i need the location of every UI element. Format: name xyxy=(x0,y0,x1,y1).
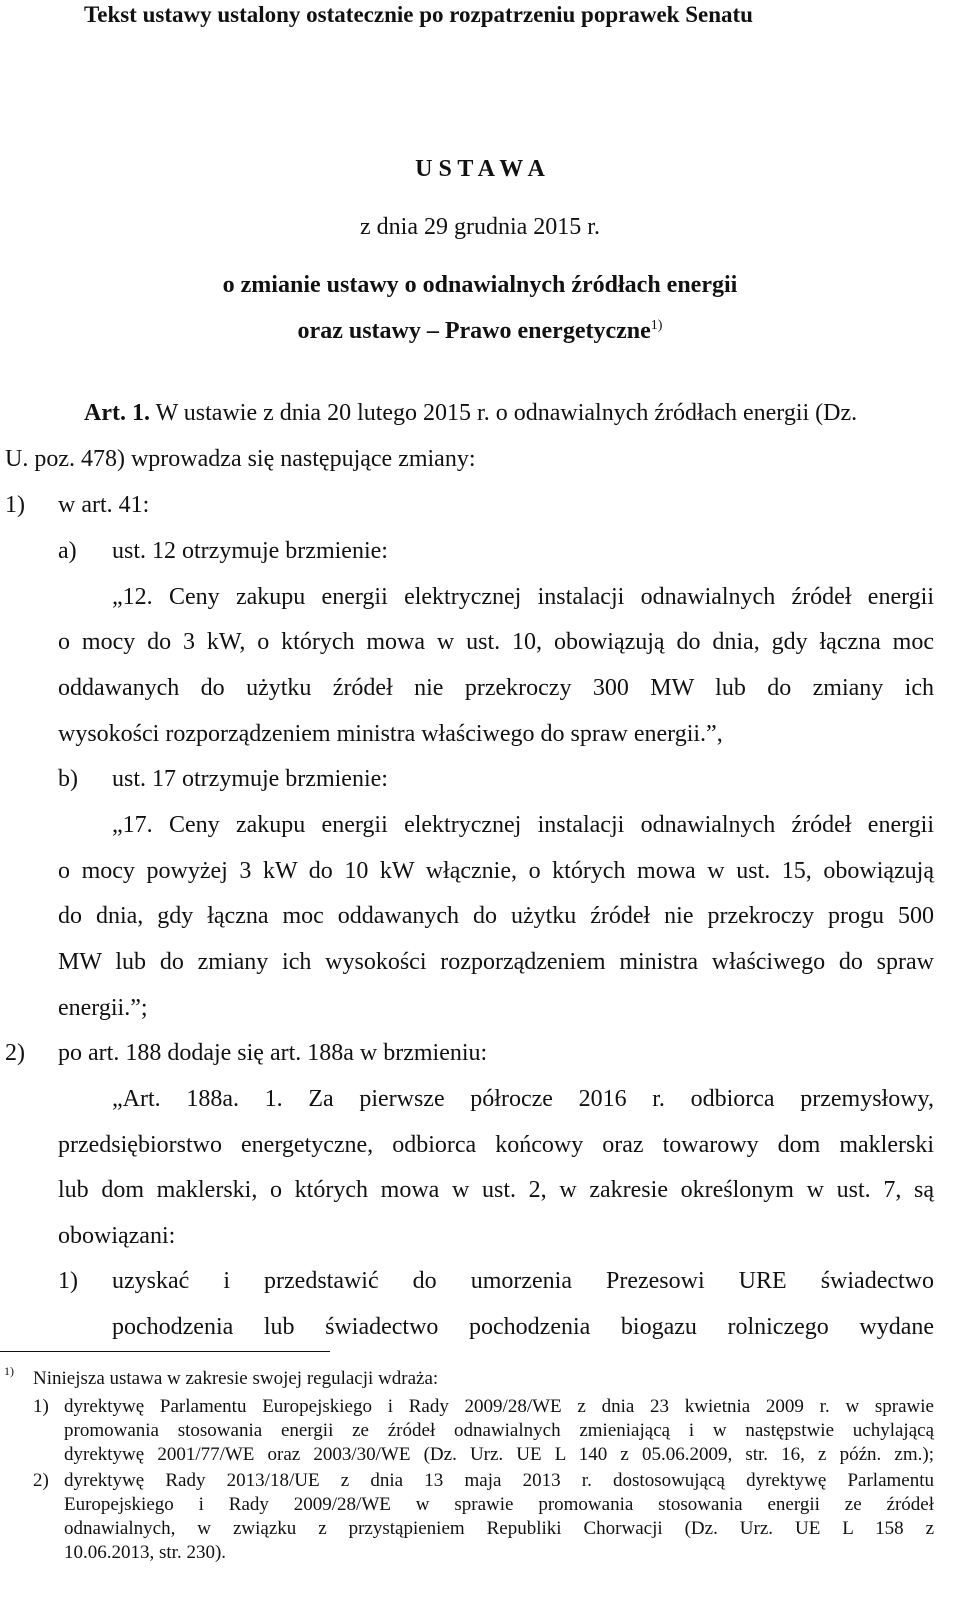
art188a-line3: lub dom maklerski, o których mowa w ust. 2, w zakresie określonym w ust. 7, są xyxy=(58,1177,934,1203)
footnote-item1-line1: dyrektywę Parlamentu Europejskiego i Rady 2009/28/WE z dnia 23 kwietnia 2009 r. w sprawie xyxy=(64,1396,934,1417)
letter-b-text: ust. 17 otrzymuje brzmienie: xyxy=(112,766,388,792)
quote-12-line1: „12. Ceny zakupu energii elektrycznej instalacji odnawialnych źródeł energii xyxy=(112,584,934,610)
point-2-number: 2) xyxy=(5,1040,25,1066)
act-subject-line2 xyxy=(0,316,960,346)
quote-17-line5: energii.”; xyxy=(58,995,148,1021)
act-subject-line1: o zmianie ustawy o odnawialnych źródłach energii xyxy=(222,272,738,298)
art188a-line2: przedsiębiorstwo energetyczne, odbiorca końcowy oraz towarowy dom maklerski xyxy=(58,1132,934,1158)
footnote-intro: Niniejsza ustawa w zakresie swojej regulacji wdraża: xyxy=(33,1368,439,1389)
footnote-item1-line3: dyrektywę 2001/77/WE oraz 2003/30/WE (Dz. Urz. UE L 140 z 05.06.2009, str. 16, z późn. zm.); xyxy=(64,1444,934,1465)
footnote-item2-line2: Europejskiego i Rady 2009/28/WE w sprawie promowania stosowania energii ze źródeł xyxy=(64,1494,934,1515)
quote-17-line1: „17. Ceny zakupu energii elektrycznej instalacji odnawialnych źródeł energii xyxy=(112,812,934,838)
letter-a: a) xyxy=(58,538,77,564)
art1-line2: U. poz. 478) wprowadza się następujące zmiany: xyxy=(5,446,476,472)
footnote-reference: 1) xyxy=(650,318,663,333)
point-1-number: 1) xyxy=(5,492,25,518)
art188a-line1: „Art. 188a. 1. Za pierwsze półrocze 2016 r. odbiorca przemysłowy, xyxy=(112,1086,934,1112)
act-subject-text: oraz ustawy – Prawo energetyczne xyxy=(297,318,651,344)
quote-17-line4: MW lub do zmiany ich wysokości rozporządzeniem ministra właściwego do spraw xyxy=(58,949,934,975)
footnote-item2-line1: dyrektywę Rady 2013/18/UE z dnia 13 maja 2013 r. dostosowującą dyrektywę Parlamentu xyxy=(64,1470,934,1491)
art188a-point-1-line1: uzyskać i przedstawić do umorzenia Prezesowi URE świadectwo xyxy=(112,1268,934,1294)
art188a-line4: obowiązani: xyxy=(58,1223,176,1249)
point-1-text: w art. 41: xyxy=(58,492,150,518)
footnote-marker: 1) xyxy=(4,1364,14,1378)
art188a-point-1-number: 1) xyxy=(58,1268,78,1294)
act-date: z dnia 29 grudnia 2015 r. xyxy=(360,214,600,240)
quote-12-line3: oddawanych do użytku źródeł nie przekroczy 300 MW lub do zmiany ich xyxy=(58,675,934,701)
footnote-item1-number: 1) xyxy=(33,1396,49,1417)
act-type: U S T A W A xyxy=(415,156,545,182)
document-header: Tekst ustawy ustalony ostatecznie po rozpatrzeniu poprawek Senatu xyxy=(84,2,753,27)
footnote-item2-line3: odnawialnych, w związku z przystąpieniem Republiki Chorwacji (Dz. Urz. UE L 158 z xyxy=(64,1518,934,1539)
letter-b: b) xyxy=(58,766,78,792)
point-2-text: po art. 188 dodaje się art. 188a w brzmieniu: xyxy=(58,1040,488,1066)
quote-17-line2: o mocy powyżej 3 kW do 10 kW włącznie, o których mowa w ust. 15, obowiązują xyxy=(58,858,934,884)
quote-12-line2: o mocy do 3 kW, o których mowa w ust. 10, obowiązują do dnia, gdy łączna moc xyxy=(58,629,934,655)
footnote-item2-line4: 10.06.2013, str. 230). xyxy=(64,1542,227,1563)
quote-12-line4: wysokości rozporządzeniem ministra właściwego do spraw energii.”, xyxy=(58,721,723,747)
letter-a-text: ust. 12 otrzymuje brzmienie: xyxy=(112,538,388,564)
art1-label: Art. 1. xyxy=(84,400,150,426)
art188a-point-1-line2: pochodzenia lub świadectwo pochodzenia biogazu rolniczego wydane xyxy=(112,1314,934,1340)
art1-text: W ustawie z dnia 20 lutego 2015 r. o odnawialnych źródłach energii (Dz. xyxy=(155,400,858,426)
footnote-item1-line2: promowania stosowania energii ze źródeł odnawialnych zmieniającą i w następstwie uchylającą xyxy=(64,1420,934,1441)
art1-line1 xyxy=(84,398,857,428)
footnote-separator xyxy=(0,1351,330,1352)
footnote-item2-number: 2) xyxy=(33,1470,49,1491)
quote-17-line3: do dnia, gdy łączna moc oddawanych do użytku źródeł nie przekroczy progu 500 xyxy=(58,903,934,929)
